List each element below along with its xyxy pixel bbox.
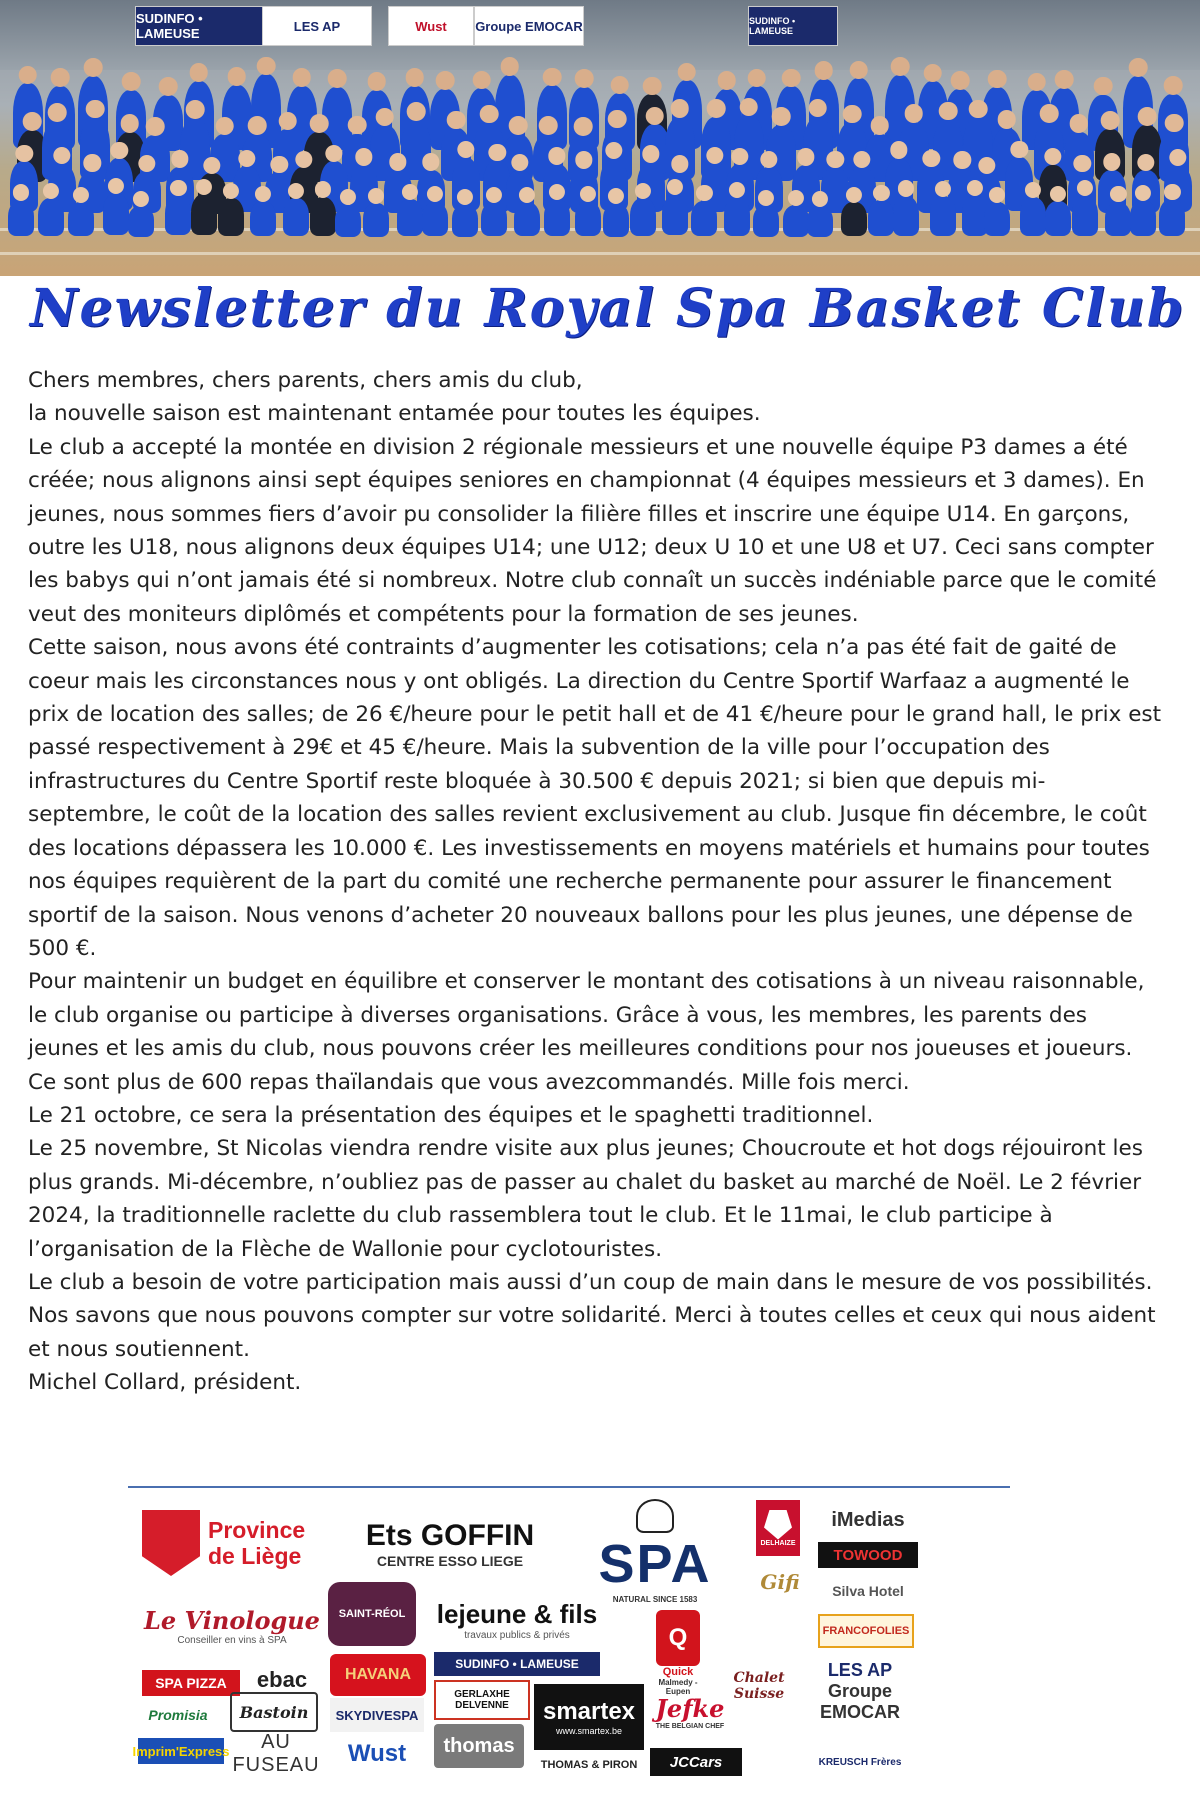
player-head xyxy=(939,102,958,121)
logo-jefke xyxy=(650,1684,730,1740)
player-head xyxy=(402,184,418,200)
player-figure xyxy=(514,202,540,236)
logo-saint-reol: SAINT-RÉOL xyxy=(328,1582,416,1646)
logo-jccars: JCCars xyxy=(650,1748,742,1776)
logo-havana: HAVANA xyxy=(330,1654,426,1696)
smartex-label: smartex xyxy=(542,1698,636,1725)
player-head xyxy=(447,111,466,130)
logo-au-fuseau: AU FUSEAU xyxy=(232,1731,320,1776)
logo-ebac: ebac xyxy=(256,1667,308,1692)
player-figure xyxy=(930,196,956,236)
hero-banner: SUDINFO • LAMEUSE xyxy=(135,6,267,46)
logo-francofolies: FRANCOFOLIES xyxy=(818,1614,914,1648)
logo-emocar xyxy=(804,1656,916,1726)
player-head xyxy=(608,110,627,129)
signature: Michel Collard, président. xyxy=(28,1370,302,1396)
player-head xyxy=(228,67,247,86)
player-head xyxy=(904,104,923,123)
lion-icon xyxy=(142,1510,200,1576)
player-head xyxy=(891,57,910,76)
player-head xyxy=(422,153,439,170)
player-head xyxy=(548,147,565,164)
player-head xyxy=(86,100,105,119)
player-figure xyxy=(1020,197,1046,236)
player-head xyxy=(814,61,833,80)
player-figure xyxy=(1159,199,1185,236)
player-head xyxy=(436,71,455,90)
player-figure xyxy=(1072,196,1098,236)
player-head xyxy=(1094,77,1113,96)
player-head xyxy=(924,64,943,83)
player-figure xyxy=(363,203,389,237)
logo-imedias: iMedias xyxy=(831,1508,905,1531)
player-head xyxy=(808,99,827,118)
logo-delhaize xyxy=(756,1500,800,1556)
player-head xyxy=(146,117,165,136)
logo-skydive: SKYDIVESPA xyxy=(330,1698,424,1732)
player-head xyxy=(998,110,1017,129)
logo-wust: Wust xyxy=(347,1740,407,1767)
logo-towood: TOWOOD xyxy=(818,1542,918,1568)
logo-bastoin: Bastoin xyxy=(230,1692,318,1732)
player-head xyxy=(1069,114,1088,133)
divider xyxy=(128,1486,1010,1488)
player-figure xyxy=(218,198,244,236)
player-head xyxy=(1010,141,1027,158)
province-label: Province de Liège xyxy=(208,1517,306,1569)
player-figure xyxy=(603,203,629,237)
player-head xyxy=(19,66,38,85)
player-head xyxy=(480,105,499,124)
logo-sudinfo: SUDINFO • LAMEUSE xyxy=(434,1652,600,1676)
player-figure xyxy=(691,201,717,237)
logo-silva-hotel: Silva Hotel xyxy=(832,1583,904,1599)
player-head xyxy=(1164,76,1183,95)
player-figure xyxy=(8,200,34,236)
player-head xyxy=(772,107,791,126)
spa-sub: NATURAL SINCE 1583 xyxy=(612,1594,698,1604)
player-head xyxy=(543,68,562,87)
player-figure xyxy=(841,202,867,236)
paragraph: Pour maintenir un budget en équilibre et conserver le montant des cotisations à un niveau raisonnable, le club organise ou participe à diverses organisations. Grâce à vous, les membres, les parents des jeunes et les amis du club, nous pouvons créer les meilleures conditions pour nos joueuses et joueurs. Ce sont plus de 600 repas thaïlandais que vous avezcommandés. Mille fois merci. xyxy=(28,969,1145,1095)
paragraph: Chers membres, chers parents, chers amis du club, xyxy=(28,368,583,393)
hero-banner: LES AP xyxy=(262,6,372,46)
player-head xyxy=(843,105,862,124)
player-figure xyxy=(868,200,894,236)
player-figure xyxy=(544,199,570,236)
player-figure xyxy=(452,204,478,236)
player-head xyxy=(670,99,689,118)
logo-lejeune xyxy=(426,1596,608,1644)
player-head xyxy=(574,117,593,136)
logo-gifi: Gifi xyxy=(760,1570,800,1594)
player-head xyxy=(575,69,594,88)
player-head xyxy=(407,102,426,121)
player-head xyxy=(988,70,1007,89)
player-head xyxy=(405,68,424,87)
player-head xyxy=(293,68,312,87)
newsletter-body xyxy=(28,364,1163,1400)
goffin-label: Ets GOFFIN xyxy=(365,1519,535,1552)
player-head xyxy=(51,68,70,87)
player-head xyxy=(23,112,42,131)
player-head xyxy=(951,71,970,90)
paragraph: Le club a accepté la montée en division 2 régionale messieurs et une nouvelle équipe P3 dames a été créée; nous alignons ainsi sept équipes seniores en championnat (4 équipes messieurs et 3 dames). En jeunes, nous sommes fiers d’avoir pu consolider la filière filles et inscrire une équipe U14. En garçons, outre les U18, nous alignons deux équipes U14; une U12; deux U 10 et une U8 et U7. Ceci sans compter les babys qui n’ont jamais été si nombreux. Notre club connaît un succès indéniable parce que le comité veut des moniteurs diplômés et compétents pour la formation de ses jeunes. xyxy=(28,434,1157,627)
player-head xyxy=(215,117,234,136)
logo-spa-pizza: SPA PIZZA xyxy=(142,1670,240,1696)
player-head xyxy=(1129,58,1148,77)
lejeune-sub: travaux publics & privés xyxy=(464,1630,570,1641)
emocar-ap-label: LES AP xyxy=(827,1659,893,1680)
player-figure xyxy=(38,198,64,236)
player-head xyxy=(310,114,329,133)
player-figure xyxy=(1045,201,1071,236)
paragraph: la nouvelle saison est maintenant entamée pour toutes les équipes. xyxy=(28,401,761,427)
emocar-label: Groupe EMOCAR xyxy=(820,1680,900,1722)
logo-thomas: thomas xyxy=(434,1724,524,1768)
player-head xyxy=(186,100,205,119)
vinologue-sub: Conseiller en vins à SPA xyxy=(177,1635,287,1646)
player-head xyxy=(969,100,988,119)
player-figure xyxy=(724,197,750,236)
lejeune-label: lejeune & fils xyxy=(436,1599,598,1629)
player-figure xyxy=(807,206,833,237)
player-head xyxy=(122,72,141,91)
player-head xyxy=(870,116,889,135)
player-head xyxy=(368,188,384,204)
logo-thomas-piron: THOMAS & PIRON xyxy=(540,1759,638,1771)
hero-banner: SUDINFO • LAMEUSE xyxy=(748,6,838,46)
logo-promisia: Promisia xyxy=(148,1707,208,1723)
player-head xyxy=(159,77,178,96)
logo-smartex xyxy=(534,1684,644,1750)
player-head xyxy=(677,63,696,82)
pierrot-icon xyxy=(636,1499,674,1533)
player-head xyxy=(1165,114,1184,133)
player-figure xyxy=(68,202,94,236)
player-figure xyxy=(165,195,191,236)
player-head xyxy=(1028,73,1047,92)
player-head xyxy=(257,57,276,76)
player-head xyxy=(782,69,801,88)
logo-imprim-express: Imprim'Express xyxy=(138,1738,224,1764)
logo-province-liege xyxy=(142,1504,322,1582)
player-head xyxy=(375,108,394,127)
player-head xyxy=(643,77,662,96)
player-figure xyxy=(1130,200,1156,236)
player-figure xyxy=(783,205,809,237)
player-head xyxy=(989,187,1005,203)
player-head xyxy=(473,71,492,90)
jefke-sub: THE BELGIAN CHEF xyxy=(655,1723,725,1730)
player-head xyxy=(739,98,758,117)
player-head xyxy=(539,116,558,135)
goffin-sub: CENTRE ESSO LIEGE xyxy=(376,1553,524,1569)
logo-vinologue xyxy=(142,1586,322,1666)
player-head xyxy=(610,76,629,95)
player-head xyxy=(707,99,726,118)
player-head xyxy=(120,114,139,133)
player-head xyxy=(1040,104,1059,123)
player-head xyxy=(457,141,474,158)
player-head xyxy=(84,58,103,77)
player-figure xyxy=(630,198,656,236)
player-figure xyxy=(753,205,779,237)
player-figure xyxy=(250,201,276,236)
hero-banner: Wust xyxy=(388,6,474,46)
player-head xyxy=(190,63,209,82)
player-figure xyxy=(662,195,688,236)
player-figure xyxy=(1105,202,1131,237)
player-head xyxy=(1055,70,1074,89)
player-figure xyxy=(893,196,919,236)
player-head xyxy=(1101,111,1120,130)
player-figure xyxy=(191,194,217,235)
player-head xyxy=(278,112,297,131)
quick-q-icon: Q xyxy=(656,1610,700,1666)
player-head xyxy=(646,107,665,126)
player-figure xyxy=(310,197,336,236)
paragraph: Le club a besoin de votre participation mais aussi d’un coup de main dans le mesure de vos possibilités. Nos savons que nous pouvons compter sur votre solidarité. Merci à toutes celles et ceux qui nous aident et nous soutiennent. xyxy=(28,1269,1156,1362)
logo-spa xyxy=(580,1496,730,1606)
player-figure xyxy=(103,193,129,235)
player-head xyxy=(367,72,386,91)
spa-label: SPA xyxy=(598,1533,712,1594)
paragraph: Cette saison, nous avons été contraints d’augmenter les cotisations; cela n’a pas été fait de gaité de coeur mais les circonstances nous y ont obligés. La direction du Centre Sportif Warfaaz a augmenté le prix de location des salles; de 26 €/heure pour le petit hall et de 41 €/heure pour le grand hall, le prix est passé respectivement à 29€ et 45 €/heure. Mais la subvention de la ville pour l’occupation des infrastructures du Centre Sportif reste bloquée à 30.500 € depuis 2021; si bien que depuis mi-septembre, le coût de la location des salles revient exclusivement au club. Jusque fin décembre, le coût des locations dépassera les 10.000 €. Les investissements en moyens matériels et humains pour toutes nos équipes requièrent de la part du comité une recherche permanente pour assurer le financement sportif de la saison. Nous venons d’acheter 20 nouveaux ballons pour les plus jeunes, une dépense de 500 €. xyxy=(28,635,1162,961)
player-head xyxy=(248,116,267,135)
team-photo xyxy=(0,0,1200,276)
player-head xyxy=(747,69,766,88)
player-figure xyxy=(397,199,423,236)
player-figure xyxy=(335,205,361,237)
paragraph: Le 25 novembre, St Nicolas viendra rendre visite aux plus jeunes; Choucroute et hot dogs réjouiront les plus grands. Mi-décembre, n’oubliez pas de passer au chalet du basket au marché de Noël. Le 2 février 2024, la traditionnelle raclette du club rassemblera tout le club. Et le 11mai, le club participe à l’organisation de la Flèche de Wallonie pour cyclotouristes. xyxy=(28,1136,1143,1262)
jefke-label: Jefke xyxy=(655,1694,725,1723)
player-head xyxy=(1138,107,1157,126)
team-crowd xyxy=(0,40,1200,240)
player-head xyxy=(717,71,736,90)
logo-gerlaxhe: GERLAXHE DELVENNE xyxy=(434,1680,530,1720)
delhaize-label: DELHAIZE xyxy=(760,1539,796,1547)
logo-goffin xyxy=(350,1508,550,1580)
player-head xyxy=(500,57,519,76)
player-head xyxy=(849,61,868,80)
newsletter-title: Newsletter du Royal Spa Basket Club xyxy=(30,278,1186,339)
paragraph: Le 21 octobre, ce sera la présentation des équipes et le spaghetti traditionnel. xyxy=(28,1102,874,1128)
vinologue-label: Le Vinologue xyxy=(144,1606,320,1635)
player-figure xyxy=(422,202,448,237)
logo-chalet-suisse: Chalet Suisse xyxy=(733,1670,785,1702)
sponsor-logos xyxy=(128,1486,1010,1796)
player-figure xyxy=(984,202,1010,236)
player-head xyxy=(325,145,342,162)
player-figure xyxy=(575,201,601,236)
hero-banner: Groupe EMOCAR xyxy=(474,6,584,46)
player-head xyxy=(48,103,67,122)
player-figure xyxy=(481,202,507,237)
player-figure xyxy=(283,198,309,236)
quick-sub: Malmedy - Eupen xyxy=(658,1678,698,1696)
player-head xyxy=(328,69,347,88)
quick-label: Quick xyxy=(662,1666,694,1678)
player-head xyxy=(509,116,528,135)
lion-icon xyxy=(764,1510,792,1540)
player-head xyxy=(348,116,367,135)
player-figure xyxy=(128,206,154,237)
court-line xyxy=(0,252,1200,255)
smartex-sub: www.smartex.be xyxy=(555,1726,623,1736)
logo-kreusch: KREUSCH Frères xyxy=(818,1756,902,1768)
